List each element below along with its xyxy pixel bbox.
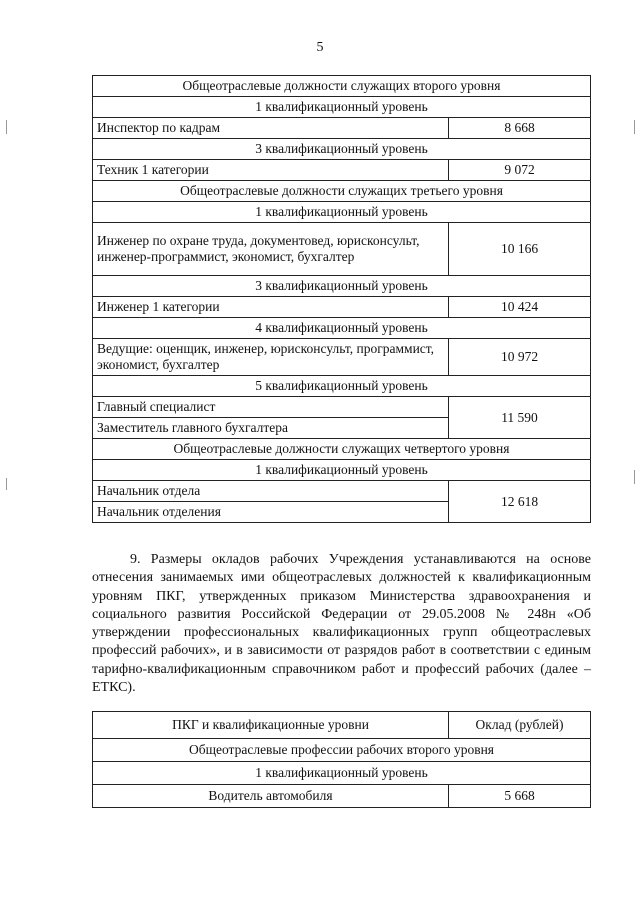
table-row bbox=[93, 76, 591, 97]
salary-cell: 10 972 bbox=[449, 339, 591, 376]
table-row bbox=[93, 397, 591, 418]
group-header-cell: Общеотраслевые должности служащих четвертого уровня bbox=[93, 439, 591, 460]
staff-salary-table bbox=[92, 75, 591, 523]
table-row bbox=[93, 181, 591, 202]
paragraph-text: 9. Размеры окладов рабочих Учреждения устанавливаются на основе отнесения занимаемых ими общеотраслевых должностей к квалификационным уровням ПКГ, утвержденных приказом Министерства здравоохранения и социального развития Российской Федерации от 29.05.2008 № 248н «Об утверждении профессиональных квалификационных групп общеотраслевых профессий рабочих», и в зависимости от разрядов работ в соответствии с единым тарифно-квалификационным справочником работ и профессий рабочих (далее – ЕТКС). bbox=[92, 552, 591, 696]
table-row bbox=[93, 339, 591, 376]
scan-edge-mark bbox=[634, 120, 635, 134]
table-row bbox=[93, 276, 591, 297]
position-cell: Заместитель главного бухгалтера bbox=[93, 418, 449, 439]
scan-edge-mark bbox=[634, 470, 635, 484]
table-row bbox=[93, 139, 591, 160]
group-header-cell: Общеотраслевые профессии рабочих второго уровня bbox=[93, 739, 591, 762]
level-header-cell: 4 квалификационный уровень bbox=[93, 318, 591, 339]
salary-cell: 11 590 bbox=[449, 397, 591, 439]
salary-cell: 8 668 bbox=[449, 118, 591, 139]
salary-cell: 9 072 bbox=[449, 160, 591, 181]
worker-salary-table bbox=[92, 711, 591, 808]
level-header-cell: 1 квалификационный уровень bbox=[93, 97, 591, 118]
level-header-cell: 5 квалификационный уровень bbox=[93, 376, 591, 397]
position-cell: Главный специалист bbox=[93, 397, 449, 418]
position-cell: Инженер 1 категории bbox=[93, 297, 449, 318]
group-header-cell: Общеотраслевые должности служащих третьего уровня bbox=[93, 181, 591, 202]
level-header-cell: 1 квалификационный уровень bbox=[93, 460, 591, 481]
table-row bbox=[93, 460, 591, 481]
paragraph-9 bbox=[92, 551, 591, 697]
table-row bbox=[93, 376, 591, 397]
salary-cell: 10 424 bbox=[449, 297, 591, 318]
page-number: 5 bbox=[316, 40, 324, 55]
table-row bbox=[93, 739, 591, 762]
table-row bbox=[93, 318, 591, 339]
table-row bbox=[93, 223, 591, 276]
table-header-row bbox=[93, 712, 591, 739]
level-header-cell: 3 квалификационный уровень bbox=[93, 139, 591, 160]
position-cell: Ведущие: оценщик, инженер, юрисконсульт, программист, экономист, бухгалтер bbox=[93, 339, 449, 376]
table-row bbox=[93, 202, 591, 223]
table-row bbox=[93, 160, 591, 181]
position-cell: Техник 1 категории bbox=[93, 160, 449, 181]
table-row bbox=[93, 439, 591, 460]
table-row bbox=[93, 762, 591, 785]
position-cell: Водитель автомобиля bbox=[93, 785, 449, 808]
salary-cell: 12 618 bbox=[449, 481, 591, 523]
table-row bbox=[93, 481, 591, 502]
level-header-cell: 3 квалификационный уровень bbox=[93, 276, 591, 297]
column-header-salary: Оклад (рублей) bbox=[449, 712, 591, 739]
table-row bbox=[93, 785, 591, 808]
position-cell: Начальник отделения bbox=[93, 502, 449, 523]
level-header-cell: 1 квалификационный уровень bbox=[93, 762, 591, 785]
salary-cell: 10 166 bbox=[449, 223, 591, 276]
level-header-cell: 1 квалификационный уровень bbox=[93, 202, 591, 223]
position-cell: Инженер по охране труда, документовед, юрисконсульт, инженер-программист, экономист, бухгалтер bbox=[93, 223, 449, 276]
position-cell: Инспектор по кадрам bbox=[93, 118, 449, 139]
scan-edge-mark bbox=[6, 478, 7, 490]
group-header-cell: Общеотраслевые должности служащих второго уровня bbox=[93, 76, 591, 97]
position-cell: Начальник отдела bbox=[93, 481, 449, 502]
table-row bbox=[93, 297, 591, 318]
column-header-pkg: ПКГ и квалификационные уровни bbox=[93, 712, 449, 739]
table-row bbox=[93, 118, 591, 139]
table-row bbox=[93, 97, 591, 118]
salary-cell: 5 668 bbox=[449, 785, 591, 808]
scan-edge-mark bbox=[6, 120, 7, 134]
